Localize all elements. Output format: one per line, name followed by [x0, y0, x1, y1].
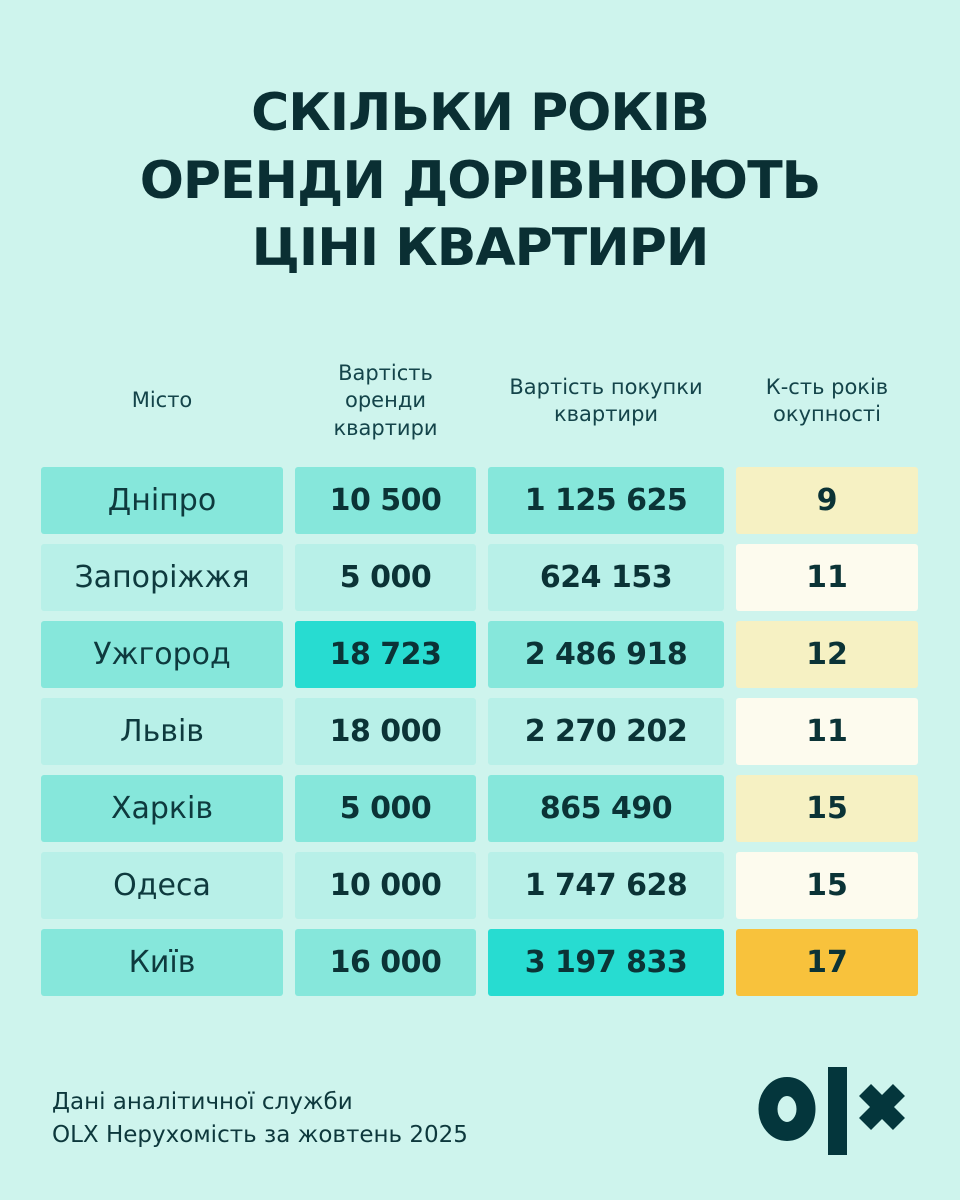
table-cell-years: 17 — [736, 929, 918, 996]
title-line-1: СКІЛЬКИ РОКІВ — [251, 83, 709, 143]
table-cell-years: 9 — [736, 467, 918, 534]
table-cell-city: Одеса — [41, 852, 283, 919]
data-source-note — [52, 1086, 468, 1153]
table-cell-years: 11 — [736, 698, 918, 765]
table-cell-rent: 10 500 — [295, 467, 476, 534]
table-cell-rent: 18 723 — [295, 621, 476, 688]
column-header-rent: Вартість оренди квартири — [333, 361, 438, 440]
title-line-3: ЦІНІ КВАРТИРИ — [251, 218, 709, 279]
table-cell-city: Київ — [41, 929, 283, 996]
table-body — [41, 467, 918, 996]
source-line-2: OLX Нерухомість за жовтень 2025 — [52, 1122, 468, 1149]
table-cell-purchase: 865 490 — [488, 775, 724, 842]
table-cell-rent: 5 000 — [295, 544, 476, 611]
table-cell-years: 12 — [736, 621, 918, 688]
table-cell-purchase: 3 197 833 — [488, 929, 724, 996]
table-cell-city: Дніпро — [41, 467, 283, 534]
table-cell-rent: 10 000 — [295, 852, 476, 919]
column-header-years: К-сть років окупності — [765, 374, 889, 426]
table-cell-city: Ужгород — [41, 621, 283, 688]
source-line-1: Дані аналітичної служби — [52, 1089, 353, 1115]
title-line-2: ОРЕНДИ ДОРІВНЮЮТЬ — [139, 150, 821, 211]
table-cell-purchase: 2 270 202 — [488, 698, 724, 765]
table-cell-years: 15 — [736, 852, 918, 919]
table-cell-city: Запоріжжя — [41, 544, 283, 611]
table-column-headers — [41, 360, 916, 438]
column-header-city: Місто — [131, 388, 193, 413]
table-cell-rent: 5 000 — [295, 775, 476, 842]
table-cell-purchase: 2 486 918 — [488, 621, 724, 688]
table-cell-purchase: 624 153 — [488, 544, 724, 611]
table-cell-years: 15 — [736, 775, 918, 842]
table-cell-purchase: 1 125 625 — [488, 467, 724, 534]
table-cell-city: Львів — [41, 698, 283, 765]
olx-logo — [757, 1066, 907, 1158]
page-title — [0, 80, 960, 283]
column-header-purchase: Вартість покупки квартири — [509, 374, 703, 426]
table-cell-city: Харків — [41, 775, 283, 842]
table-cell-years: 11 — [736, 544, 918, 611]
table-cell-purchase: 1 747 628 — [488, 852, 724, 919]
table-cell-rent: 16 000 — [295, 929, 476, 996]
table-cell-rent: 18 000 — [295, 698, 476, 765]
